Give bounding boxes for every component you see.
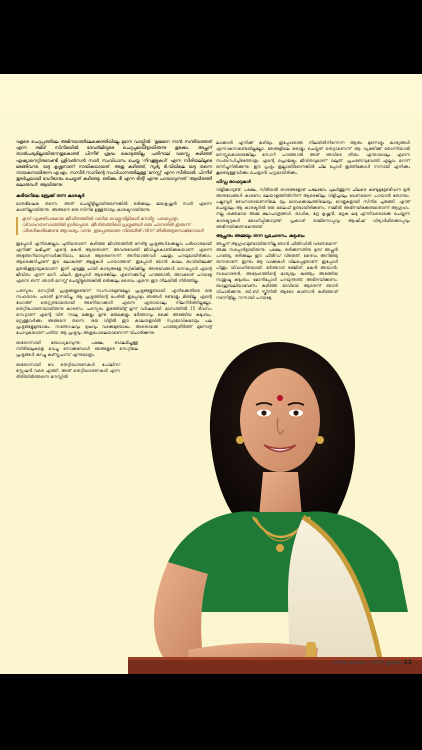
neck-shape	[259, 472, 302, 517]
body-paragraph: ലാക്കാൻ എനിക്ക് കഴിയും. ഇപ്പോഴത്തെ നിലയിൽനിന്നെന്ന ആരും മുന്നോട്ടും കാര്യങ്ങൾ എന്നാകനാണ്ടെയില്ലല്ലോ. ഞങ്ങളിലെ ഒരാളും ചെയ്തത് തെറ്റാണെന്ന് ആ വ്യക്തിക്ക് തോന്നിയാൽ മനസ്സുകൊണ്ടെങ്കിലും സോറി പറഞ്ഞാൽ അത് അവിടെ തീരും. എന്തായാലും എന്നെ സംബന്ധിച്ചിടത്തോളം എന്റെ പ്രൊജക്ടും ജീവിതവുമാണ് വലുത്. പ്രചരണവുവേണ്ടി എല്ലാം മറന്ന് ഒന്നിച്ചുനിൽക്കുന്നു. ഈ പ്രശ്നം ഇല്ലായിരുന്നെങ്കിൽ ചില പ്പോൾ ഇത്തിക്കോൾ നന്നായി എനിക്കും കൂടെയുള്ളവർക്കും ചെയ്യാൻ പറ്റുമായിരിക്കും.	[216, 140, 410, 176]
section-heading-family: ആച്ഛനും അമ്മയും തന്ന പ്രചോദനം, കുടുംബം	[216, 233, 305, 239]
section-heading-offers: ഹിഡ്ഡ ഓഫറുകൾ	[216, 180, 251, 186]
intro-paragraph: വളരെ ചെറുപ്പത്തിലേ അഭിനയത്തിലേക്കെത്തിയില്ലേ മുന്നേ വായ്പ്പിൽ. 'ഉമ്മനെ നാൻ സന്തിയത്തത് എന്ന തമിഴ് സിനിമയിൽ ദേവൻജിയുടെ ചെറുപ്പമായിട്ടായിരുന്നു തുടക്കം. അച്ഛന് താൽപര്യമില്ലായിരുന്നതുകൊണ്ട് പിന്നീട് ശ്രദ്ധ കൊടുത്തില്ല. പതിനാല് വയസ്സു കഴിഞ്ഞ് ഏഷ്യാനെറ്റിനുവേണ്ടി ശ്രീവൽസൻ സാർ സംവിധാനം ചെയ്ത 'നിറക്കൂട്ടുകൾ' എന്ന സീരിയലിലൂടെ മടങ്ങിവന്നു. യദു കൃഷ്ണനാണ് നായികയായത്. അതു കഴിഞ്ഞ്, സൂര്യ ടി.വിയിലെ യദു തന്നെ നായകനായിരുന്ന എ.എം. സസീർ സാറിന്റെ സംവിധാനത്തിലുള്ള 'മനസ്സ്' എന്ന സീരിയൽ. പിന്നീട് തുടർച്ചയായി വേറിടാനും ചെയ്തത് കഴിഞ്ഞു. ഒരിക്കും ദീ എന്ന ടിന്റി എന്നു പറയാവുന്നത് 'ആയിരത്തി ലൊരുവൾ' ആയിരുന്നു.	[16, 140, 212, 189]
magazine-name: വനിത കുടുംബം	[332, 660, 367, 666]
bindi	[277, 395, 283, 401]
earring-right	[316, 436, 324, 444]
body-paragraph: പരസ്പരം സെറ്റിൽ പ്രശ്നങ്ങളുണ്ടെന്ന് സംസാരമുണ്ടല്ലോ പ്രശ്നങ്ങളുണ്ടായി. എനിക്കെതിരെ ഒരു സഹതാരം പരാതി ഉന്നയിച്ചു. ആ പ്രശ്നത്തിന്റെ പേരിൽ ഇപ്പോഴും ഞങ്ങൾ രണ്ടാളും മിണ്ടില്ല. എന്റെ ഭാഗത്ത് തെറ്റുണ്ടായതായി അണിയറക്കാർ എന്നെ ഏതായാലും നിലനിർത്തില്ലല്ലോ. തെറ്റിദ്ധാരണയായിരുന്നു കാരണം. പരസ്പരം തുടങ്ങിയിട്ട് മൂന്ന് വർഷമായി. മാസത്തിൽ 15 ദിവസം സെറ്റാണ് എന്റെ വീട്. നാലു മക്കളും മൂന്നു മരുമക്കളും ഭർത്താവും ഒക്കെ അടങ്ങിയ കുടുംബം. മറ്റുള്ളവർക്കും അങ്ങനെ തന്നെ. ഒരു വീട്ടിൽ ഈ കാലയളവിൽ സ്വാഭാവികമായും പല പ്രശ്നങ്ങളുമുണ്ടാകും. സന്തോഷവും ദുഃഖവും വഴക്കുമുണ്ടാകും. അതൊക്കെ പറഞ്ഞുതീർത്ത് മുന്നോട്ട് പോവുകയാണ് പതിവ്. ആ പ്രശ്നവും അതുപോലെയാണെന്ന് വിചാരിക്കുന്നു.	[16, 287, 212, 335]
right-column	[216, 140, 410, 305]
body-paragraph: വിളിക്കാറുണ്ട്. പക്ഷേ, സീരിയൽ താരങ്ങളോട് പക്ഷഭേദം പുലർത്തുന്ന ചിലരെ കണ്ടുമുട്ടേണ്ടിവന്ന മുൻ അനുഭവങ്ങൾ കാരണം മലയാളത്തിൽനിന്ന് ആരെങ്കിലും വിളിച്ചാലും വേണമെന്ന പറയാൻ തോന്നും. പല്ലാവൂർ ദേവനാരായണനിലെ യും മാമ്പഴക്കാലത്തിലെയും റോളുകളായി സിനിമ ചുരുങ്ങി. എന്ത് ചെയ്താലും ആ കാരക്ടറിൽ ഒരു ലൈഫ് ഉണ്ടായിരിക്കണം. നമ്മിൽ അഭിനയിക്കേണ്ടതൊന്ന് ആഗ്രഹം. നല്ല ശക്തമായ അമ്മ ക്ഷാപാത്രങ്ങൾ. രാധിക, ഭദ്ര കൃഷ്ണൻ, ഭദ്രക ലടു എന്നിവരൊക്കെ ചെയ്യുന്ന കാരക്ടറുകൾ മോഹിപ്പിക്കാറുണ്ട്. പ്രകാശ് രാജിനൊപ്പവും ആഷിഷ് വിദ്യാർഥിക്കൊപ്പവും അഭിനയിക്കണമെന്നുണ്ട്.	[216, 187, 410, 229]
magazine-page	[0, 74, 422, 674]
body-paragraph: ഓരോന്നായി ബോധ്യമാവുന്നു. പക്ഷേ, ബാലഭിച്ചുള്ള സിരിയലുകളെ വെച്ചു നോക്കുമ്പോൾ ഞങ്ങളുടെ സെറ്റിലെ പ്രശ്നങ്ങൾ കുറച്ചു കഴ്സ്തപാസ് എന്നുമാത്രം.	[16, 340, 138, 358]
portrait-photo	[128, 312, 422, 674]
page-folio: വനിത കുടുംബം | 2016 ജൂലൈ 13	[332, 659, 412, 666]
face-shape	[240, 368, 320, 472]
page-number: 13	[403, 659, 412, 666]
body-paragraph: ഓരോന്നായി വേ തെറ്റിദ്ധാരണകൾ പോലീസ് സ്റ്റേഷൻ വരെ എത്തി. അത് തെറ്റിദ്ധാരണകൾ എന്ന രീതിയിൽത്തന്നെ മനസ്സിൽ	[16, 362, 120, 380]
earring-left	[236, 436, 244, 444]
body-paragraph: ഇപ്പോൾ എനിക്കെല്ലാം പുതിയതാണ്. കഴിഞ്ഞ ജീവിതത്തിൽ നേരിട്ട പ്രശ്നങ്ങൾക്കെല്ലാം പരിഹാരമായി എനിക്ക് ലഭിച്ചത് എന്റെ മകൻ ആയതാണ്. അവനുവേണ്ടി ജീവിച്ചുകൊണ്ടിക്കുകയാണ്. എന്നെ അടുത്തറിയാവുന്നവർക്കറിയാം, മോശ ആരെന്നെന്ന്. അറിയാത്തവർ പലതും പറയുമായിരിക്കാം. ആരെക്കുറിച്ചാണ് ഈ ലോകത്ത് ആളുകൾ പറയാത്തത്. ഇപ്പോൾ ഞാൻ കാലം ഓവിയിലേക്ക് മുതൽക്കൂട്ടായുകയാണ്. ഇനി എടുത്തു ചായി കാര്യങ്ങളേ സ്വീകിക്കില്ല. അനുഭവങ്ങൾ വന്നപ്പോൾ എന്റെ ജീവിതം എന്ന് മാറി. ചിലർ, ഇപ്പോൾ ആരെങ്കിലും എന്നെക്കുറിച്ച് പറഞ്ഞാൽ, അവരോട് പറയട്ടേ എന്നെ ഒന്ന്. ഞാൻ മനസ്സ് ചെയ്തിട്ടുണ്ടെങ്കിൽ ഒരിക്കലും ദൈവം എന്നെ ഈ നിലയിൽ നിർത്തില്ല.	[16, 241, 212, 283]
body-paragraph: അച്ഛന് ആഗ്രഹമുണ്ടായിരുന്നില്ല ഞാൻ ഫീൽഡിൽ വരണമെന്ന്. അമ്മ സപ്പോർട്ടായിരുന്നു. പക്ഷേ, ഒരിക്കുന്നതിനു മുമ്പ് അച്ഛൻ പറഞ്ഞു, ഒരിക്കലും ഈ ഫീൽഡ് വിടരുത്. ദൈവം അറിഞ്ഞു തന്നതാണ്. ഇന്നും ആ വാക്കുകൾ വിലപ്പെട്ടതാണ്. ഇപ്പോൾ പിന്തും വിവാഹിതയായി. ഭർത്താവ് രഞ്ജിത്, മകൻ അയാൻ, സഹോദരൻ, അദ്ദേഹത്തിന്റെ ഭാര്യയും കുഞ്ഞും അടങ്ങിയ സന്തുഷ്ട കുടുംബം. മോനിപ്പോൾ പറയുന്നുണ്ട്, അഭിനയിക്കണം. ബാഹുബലിയാവേണം കഴിഞ്ഞ ഭാവിയെ ആരെന്ന് ഞാൻ വിചാരിക്കുന്നു. ബി.ബി സ്ക്രീനിൽ ആരോ കാണാൻ കഴിഞ്ഞത് നടന്നിട്ടില്ല. നന്നായി പറയട്ടേ.	[216, 240, 338, 301]
section-heading-breakthrough: കരിയറിലെ ബ്രേക്ക് തന്ന കാരക്ടർ	[16, 193, 85, 199]
issue-date: 2016 ജൂലൈ	[371, 660, 403, 666]
arm-left	[154, 562, 208, 657]
body-paragraph: മാതഭിഷേക തന്നെ. അത് ചെയ്തിട്ടില്ലായിരുന്നെങ്കിൽ ഒരിക്കലും ജയകൃഷ്ണൻ സാർ എന്നെ കാണില്ലായിരുന്നു. അങ്ങനെ ഒരു സിനിമ ഉള്ളതായും കാരക്ടറായിരുന്നു.	[16, 200, 212, 212]
pull-quote: മുമ്പ് വ്യക്തിപരമായ ജീവിതത്തിൽ വലിയ വെല്ലുവിളികൾ നേരിട്ടു. പലപ്പോഴും വിവാഹബന്ധത്തിൽ ഉൾപ്പെടെ. ജീവിതത്തിലെ പ്രശ്നങ്ങൾ ഒരു ചാനലിൽ ഇരുന്ന് വിശദീകരിക്കേണ്ട ആവശ്യം വന്നു. ഇപ്പോഴത്തെ നിലയിൽ നിന്ന് തിരിഞ്ഞുനോക്കുമ്പോൾ	[16, 217, 212, 236]
